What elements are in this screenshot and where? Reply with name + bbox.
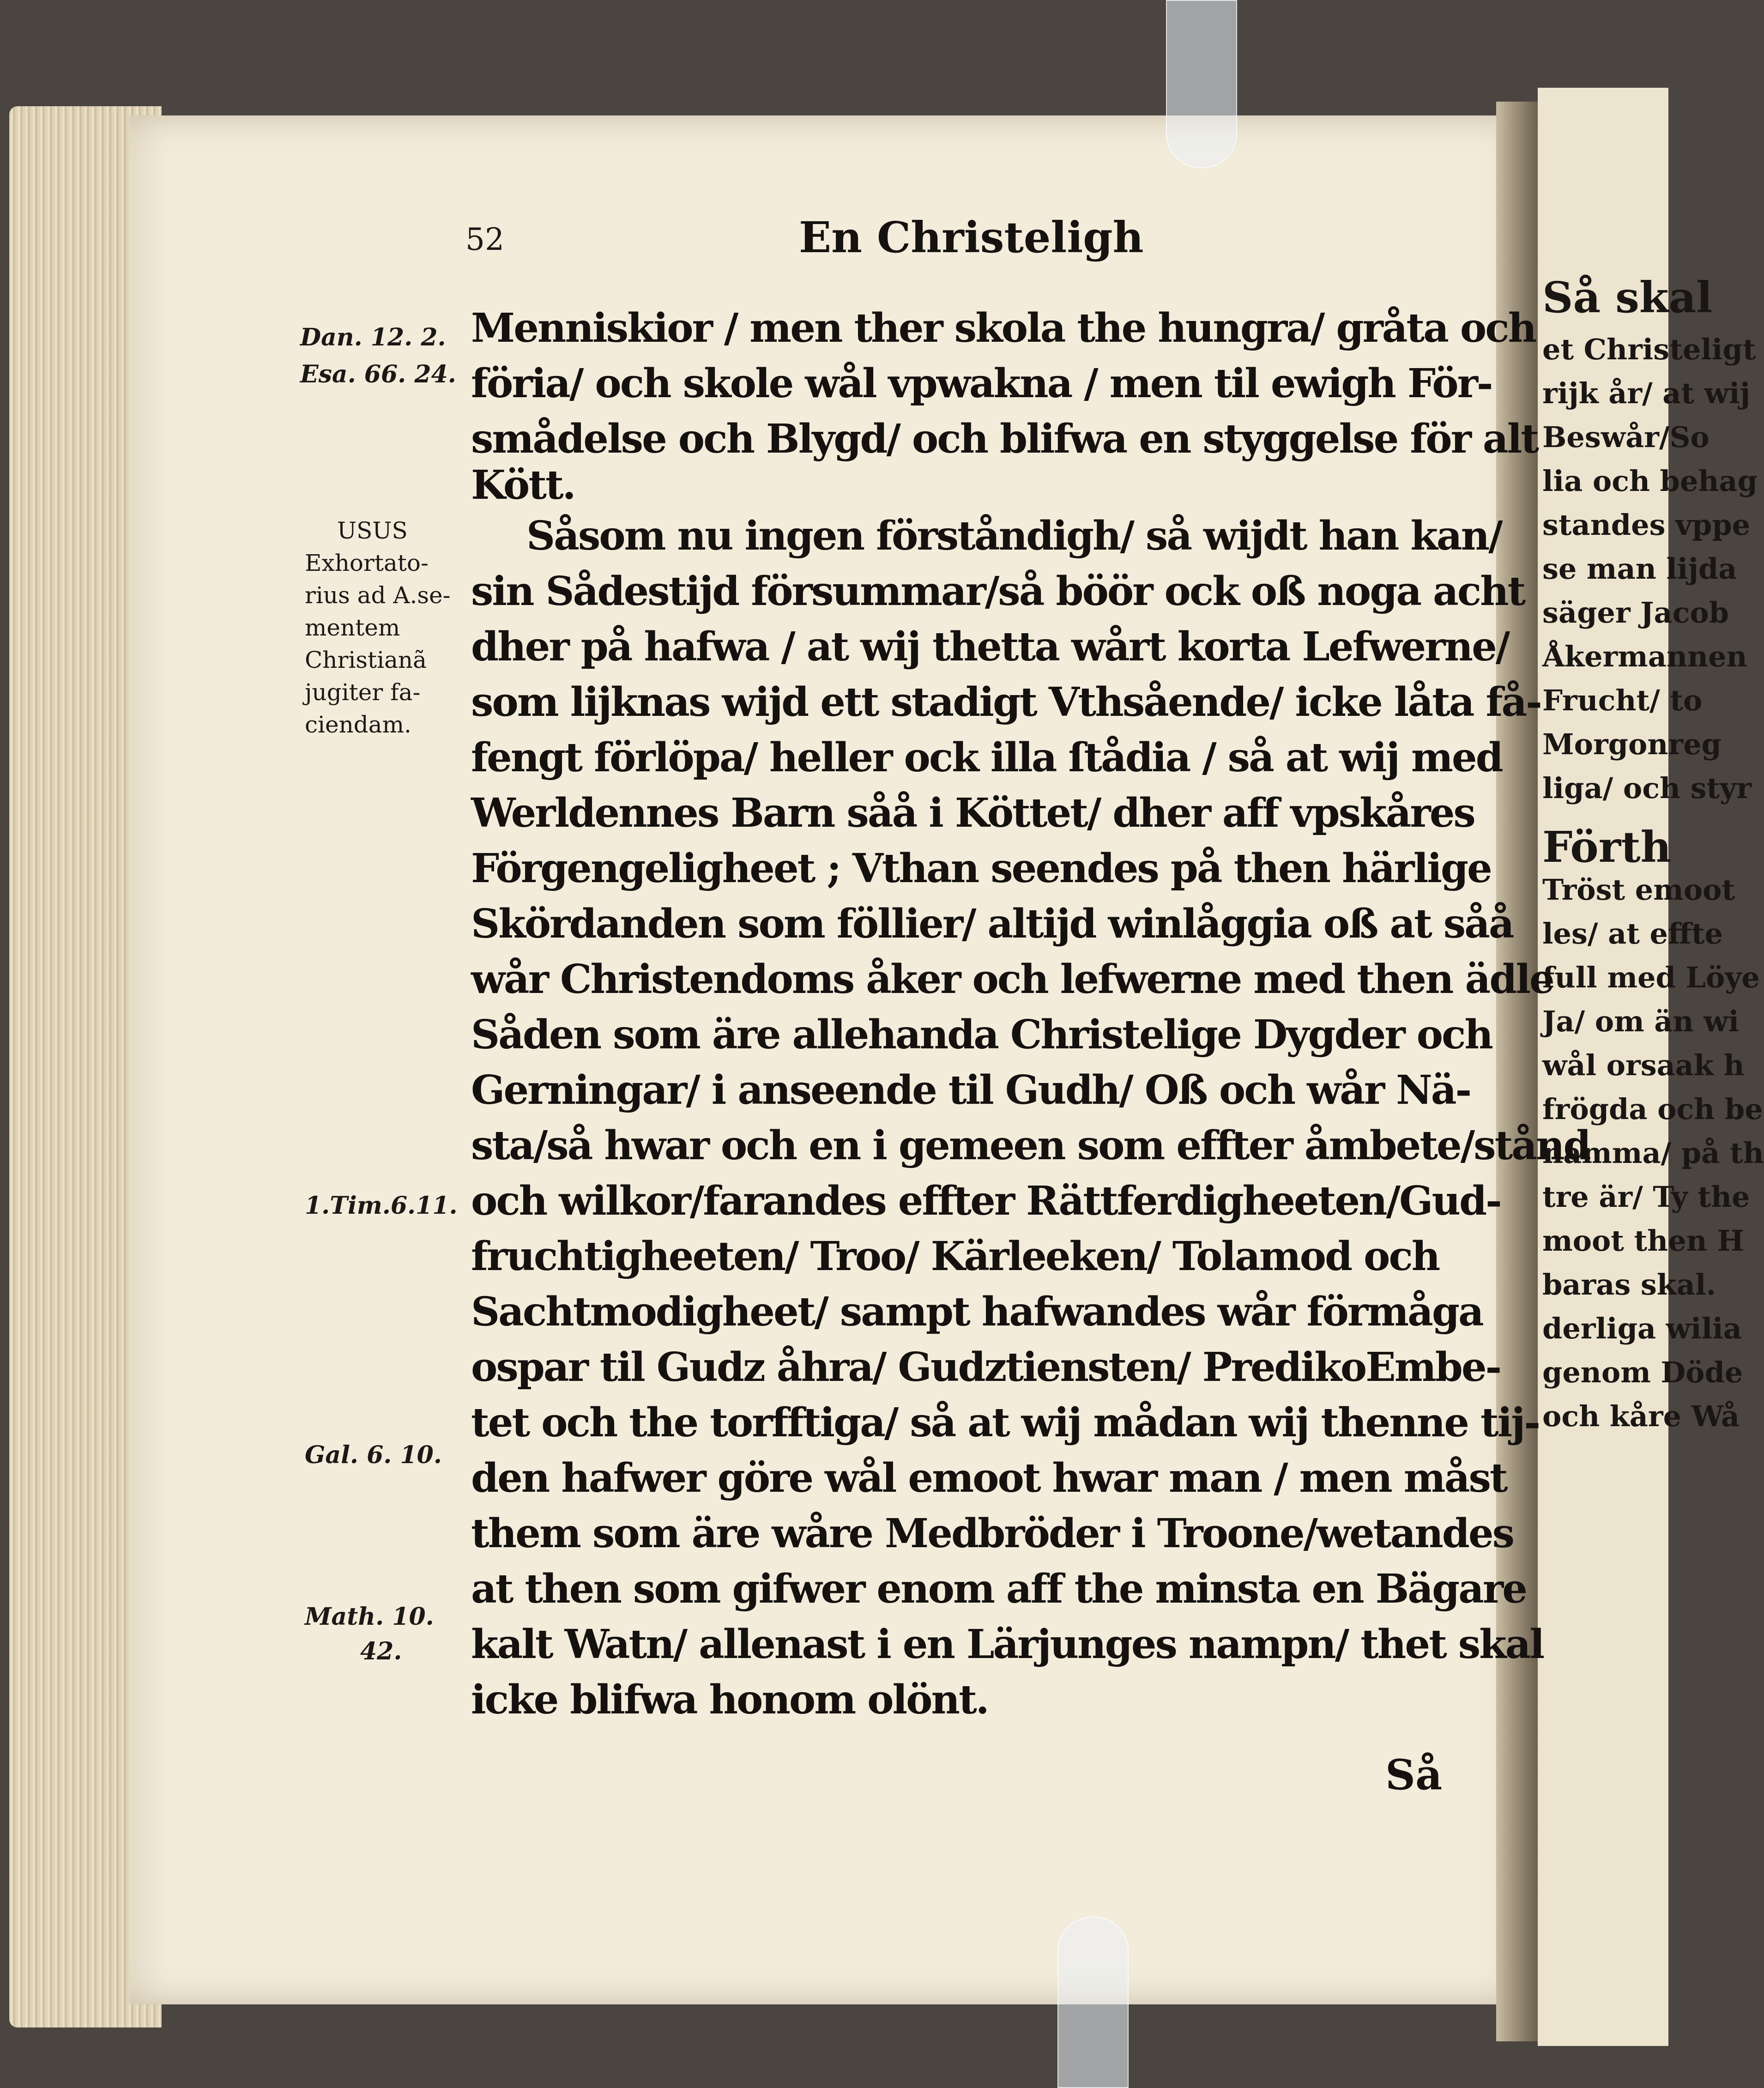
body-line: Förgengeligheet ; Vthan seendes på then härlige — [471, 845, 1491, 892]
margin-note-line: mentem — [305, 614, 400, 641]
catchword: Så — [1385, 1750, 1443, 1799]
next-page-line: Frucht/ to — [1542, 684, 1703, 717]
next-page-line: Åkermannen — [1542, 640, 1747, 673]
body-line: Såsom nu ingen förståndigh/ så wijdt han kan/ — [526, 513, 1502, 559]
body-line: sta/så hwar och en i gemeen som effter åmbete/stånd — [471, 1122, 1590, 1169]
body-line: icke blifwa honom olönt. — [471, 1676, 988, 1723]
top-page-clip — [1166, 0, 1237, 168]
running-head: En Christeligh — [799, 212, 1144, 262]
next-page-line: Tröst emoot — [1542, 873, 1735, 907]
body-line: at then som gifwer enom aff the minsta en Bägare — [471, 1566, 1526, 1612]
next-page-line: Så skal — [1542, 272, 1713, 322]
body-line: föria/ och skole wål vpwakna / men til ewigh För- — [471, 360, 1492, 407]
next-page-line: et Christeligt — [1542, 333, 1756, 366]
body-line: Gerningar/ i anseende til Gudh/ Oß och wår Nä- — [471, 1067, 1471, 1114]
margin-note-line: jugiter fa- — [305, 679, 421, 706]
next-page-line: genom Döde — [1542, 1356, 1743, 1389]
next-page-line: säger Jacob — [1542, 596, 1729, 629]
margin-note-line: rius ad A.se- — [305, 582, 451, 609]
body-line: fruchtigheeten/ Troo/ Kärleeken/ Tolamod och — [471, 1233, 1439, 1280]
page-number: 52 — [465, 222, 504, 257]
margin-reference: Dan. 12. 2. — [300, 323, 446, 351]
body-line: fengt förlöpa/ heller ock illa ſtådia / så at wij med — [471, 734, 1502, 781]
margin-reference: Gal. 6. 10. — [305, 1441, 442, 1469]
body-line: them som äre wåre Medbröder i Troone/wetandes — [471, 1510, 1514, 1557]
next-page-line: baras skal. — [1542, 1268, 1716, 1301]
body-line: wår Christendoms åker och lefwerne med then ädle — [471, 956, 1553, 1003]
body-line: den hafwer göre wål emoot hwar man / men måst — [471, 1455, 1507, 1501]
body-line: Werldennes Barn såå i Köttet/ dher aff vpskåres — [471, 790, 1474, 836]
body-line: som lijknas wijd ett stadigt Vthsående/ icke låta få- — [471, 679, 1541, 726]
body-line: Menniskior / men ther skola the hungra/ gråta och — [471, 305, 1536, 351]
next-page-line: Beswår/So — [1542, 420, 1710, 454]
body-line: dher på hafwa / at wij thetta wårt korta Lefwerne/ — [471, 623, 1509, 670]
body-line: Kött. — [471, 462, 575, 508]
margin-note-line: ciendam. — [305, 711, 411, 738]
next-page-line: namma/ på th — [1542, 1136, 1764, 1170]
body-line: smådelse och Blygd/ och blifwa en styggelse för alt — [471, 416, 1538, 462]
right-page-fragment — [1538, 88, 1764, 2046]
next-page-line: moot then H — [1542, 1224, 1744, 1258]
body-line: ospar til Gudz åhra/ Gudztiensten/ PredikoEmbe- — [471, 1344, 1501, 1391]
next-page-line: lia och behag — [1542, 464, 1758, 498]
margin-reference: 42. — [360, 1637, 402, 1665]
body-line: Skördanden som föllier/ altijd winlåggia oß at såå — [471, 901, 1513, 947]
next-page-line: standes vppe — [1542, 508, 1751, 542]
next-page-line: liga/ och styr — [1542, 771, 1752, 805]
body-line: kalt Watn/ allenast i en Lärjunges nampn/ thet skal — [471, 1621, 1544, 1668]
body-line: sin Sådestijd försummar/så böör ock oß noga acht — [471, 568, 1525, 615]
margin-reference: Math. 10. — [305, 1603, 434, 1631]
next-page-line: rijk år/ at wij — [1542, 376, 1751, 410]
bottom-page-clip — [1057, 1917, 1129, 2088]
margin-note-line: Exhortato- — [305, 550, 429, 576]
next-page-line: frögda och be — [1542, 1092, 1763, 1126]
next-page-line: wål orsaak h — [1542, 1048, 1745, 1082]
margin-reference: 1.Tim.6.11. — [305, 1192, 458, 1220]
margin-note-line: USUS — [337, 517, 408, 544]
next-page-line: Ja/ om än wi — [1542, 1005, 1740, 1038]
body-line: Sachtmodigheet/ sampt hafwandes wår förmåga — [471, 1289, 1483, 1335]
next-page-line: se man lijda — [1542, 552, 1737, 586]
next-page-line: tre är/ Ty the — [1542, 1180, 1750, 1214]
next-page-line: Morgonreg — [1542, 727, 1722, 761]
next-page-line: Förth — [1542, 822, 1672, 872]
body-line: tet och the torfftiga/ så at wij mådan wij thenne tij- — [471, 1399, 1540, 1446]
body-line: och wilkor/farandes effter Rättferdigheeten/Gud- — [471, 1178, 1501, 1224]
next-page-line: full med Löye — [1542, 961, 1760, 994]
margin-note-line: Christianã — [305, 647, 427, 673]
next-page-line: derliga wilia — [1542, 1312, 1742, 1345]
next-page-line: och kåre Wå — [1542, 1399, 1740, 1433]
margin-reference: Esa. 66. 24. — [300, 360, 456, 388]
next-page-line: les/ at effte — [1542, 917, 1723, 950]
body-line: Såden som äre allehanda Christelige Dygder och — [471, 1011, 1492, 1058]
